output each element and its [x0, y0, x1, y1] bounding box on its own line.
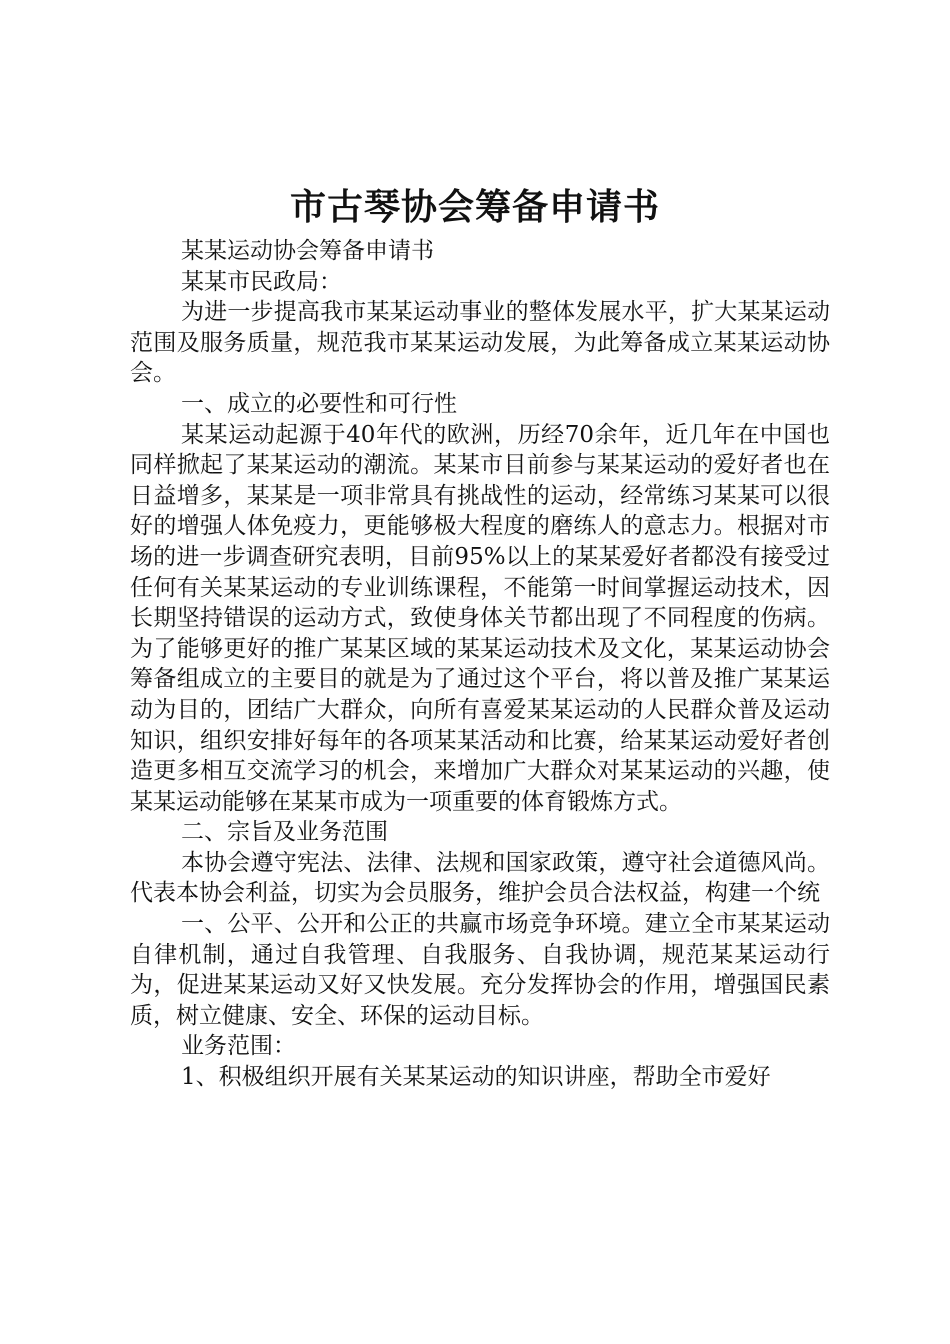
document-body — [130, 236, 830, 1093]
section-heading-necessity: 一、成立的必要性和可行性 — [181, 390, 457, 417]
paragraph-purpose: 本协会遵守宪法、法律、法规和国家政策，遵守社会道德风尚。代表本协会利益，切实为会员服务，维护会员合法权益，构建一个统 — [130, 849, 830, 907]
document-title: 市古琴协会筹备申请书 — [289, 187, 660, 228]
paragraph-addressee: 某某市民政局： — [181, 268, 342, 295]
section-heading-purpose: 二、宗旨及业务范围 — [181, 819, 388, 846]
paragraph-heading-line: 某某运动协会筹备申请书 — [181, 238, 434, 264]
paragraph-purpose-continued: 一、公平、公开和公正的共赢市场竞争环境。建立全市某某运动自律机制，通过自我管理、自我服务、自我协调，规范某某运动行为，促进某某运动又好又快发展。充分发挥协会的作用，增强国民素质，树立健康、安全、环保的运动目标。 — [130, 911, 830, 1029]
paragraph-scope-item-1: 1、积极组织开展有关某某运动的知识讲座，帮助全市爱好 — [181, 1064, 771, 1091]
paragraph-intro: 为进一步提高我市某某运动事业的整体发展水平，扩大某某运动范围及服务质量，规范我市某某运动发展，为此筹备成立某某运动协会。 — [130, 299, 830, 387]
business-scope-label: 业务范围： — [181, 1033, 296, 1060]
paragraph-necessity: 某某运动起源于40年代的欧洲，历经70余年，近几年在中国也同样掀起了某某运动的潮流。某某市目前参与某某运动的爱好者也在日益增多，某某是一项非常具有挑战性的运动，经常练习某某可以很好的增强人体免疫力，更能够极大程度的磨练人的意志力。根据对市场的进一步调查研究表明，目前95%以上的某某爱好者都没有接受过任何有关某某运动的专业训练课程，不能第一时间掌握运动技术，因长期坚持错误的运动方式，致使身体关节都出现了不同程度的伤病。为了能够更好的推广某某区域的某某运动技术及文化，某某运动协会筹备组成立的主要目的就是为了通过这个平台，将以普及推广某某运动为目的，团结广大群众，向所有喜爱某某运动的人民群众普及运动知识，组织安排好每年的各项某某活动和比赛，给某某运动爱好者创造更多相互交流学习的机会，来增加广大群众对某某运动的兴趣，使某某运动能够在某某市成为一项重要的体育锻炼方式。 — [130, 421, 830, 815]
